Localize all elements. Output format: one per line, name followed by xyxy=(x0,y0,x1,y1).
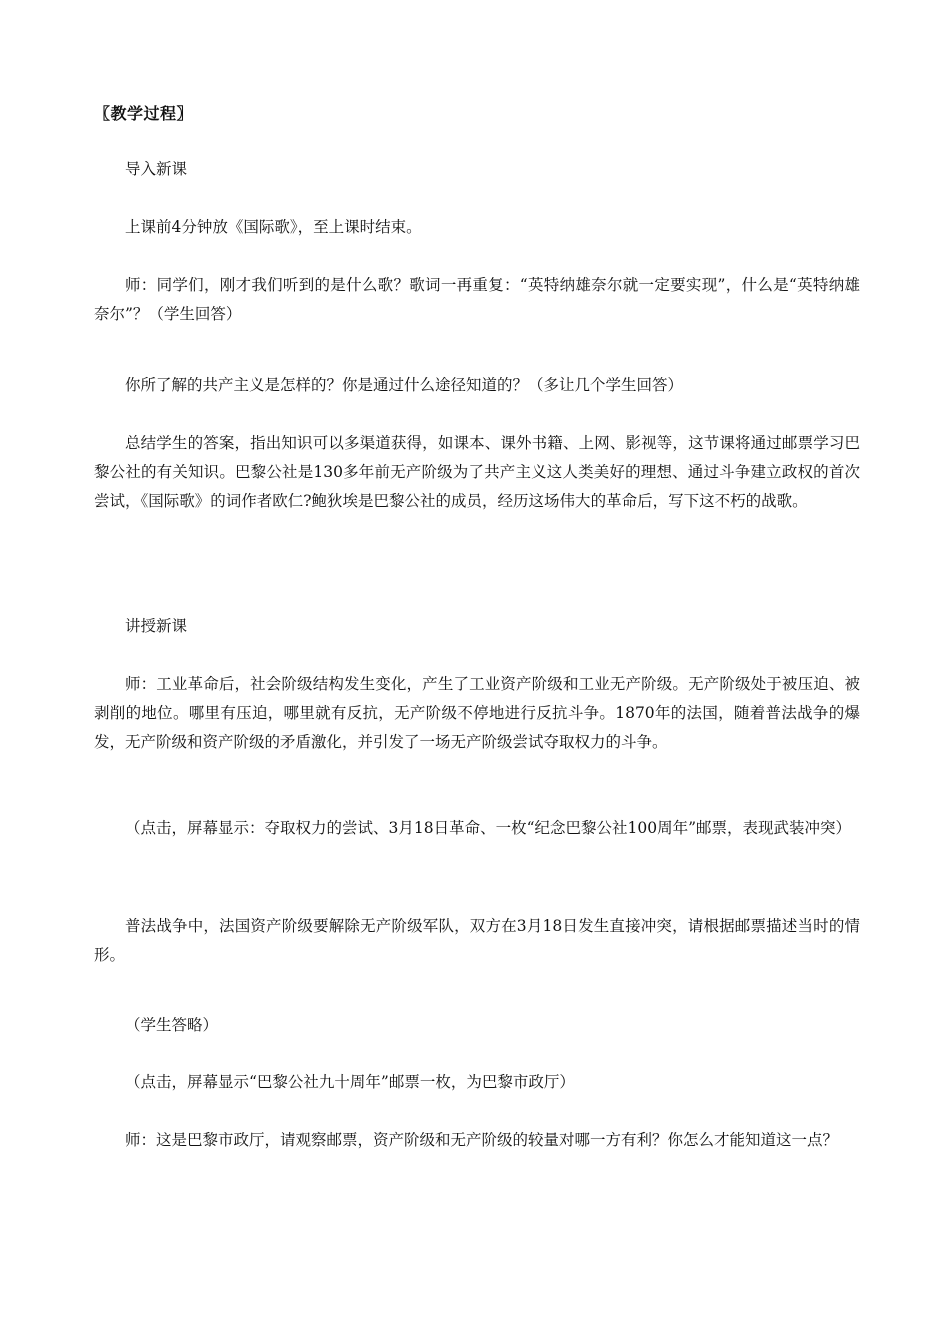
paragraph-teacher-question: 师：同学们，刚才我们听到的是什么歌？歌词一再重复：“英特纳雄奈尔就一定要实现”，什么是“英特纳雄奈尔”？（学生回答） xyxy=(94,276,860,323)
paragraph-industrial-revolution: 师：工业革命后，社会阶级结构发生变化，产生了工业资产阶级和工业无产阶级。无产阶级处于被压迫、被剥削的地位。哪里有压迫，哪里就有反抗，无产阶级不停地进行反抗斗争。1870年的法国，随着普法战争的爆发，无产阶级和资产阶级的矛盾激化，并引发了一场无产阶级尝试夺取权力的斗争。 xyxy=(94,675,860,751)
paragraph-intro-music: 上课前4分钟放《国际歌》，至上课时结束。 xyxy=(125,218,422,236)
paragraph-click-stamp-90: （点击，屏幕显示“巴黎公社九十周年”邮票一枚，为巴黎市政厅） xyxy=(125,1073,575,1091)
paragraph-summary: 总结学生的答案，指出知识可以多渠道获得，如课本、课外书籍、上网、影视等，这节课将通过邮票学习巴黎公社的有关知识。巴黎公社是130多年前无产阶级为了共产主义这人类美好的理想、通过斗争建立政权的首次尝试，《国际歌》的词作者欧仁?鲍狄埃是巴黎公社的成员，经历这场伟大的革命后，写下这不朽的战歌。 xyxy=(94,434,860,510)
paragraph-new-lesson-title: 讲授新课 xyxy=(125,617,188,635)
paragraph-click-stamp-100: （点击，屏幕显示：夺取权力的尝试、3月18日革命、一枚“纪念巴黎公社100周年”邮票，表现武装冲突） xyxy=(125,819,852,837)
paragraph-communism-question: 你所了解的共产主义是怎样的？你是通过什么途径知道的？（多让几个学生回答） xyxy=(125,376,684,394)
section-heading: 〖教学过程〗 xyxy=(94,104,194,123)
paragraph-student-answer: （学生答略） xyxy=(125,1016,219,1034)
paragraph-intro-title: 导入新课 xyxy=(125,160,188,178)
paragraph-franco-prussian-war: 普法战争中，法国资产阶级要解除无产阶级军队，双方在3月18日发生直接冲突，请根据邮票描述当时的情形。 xyxy=(94,917,860,964)
paragraph-city-hall-question: 师：这是巴黎市政厅，请观察邮票，资产阶级和无产阶级的较量对哪一方有利？你怎么才能知道这一点？ xyxy=(125,1131,839,1149)
